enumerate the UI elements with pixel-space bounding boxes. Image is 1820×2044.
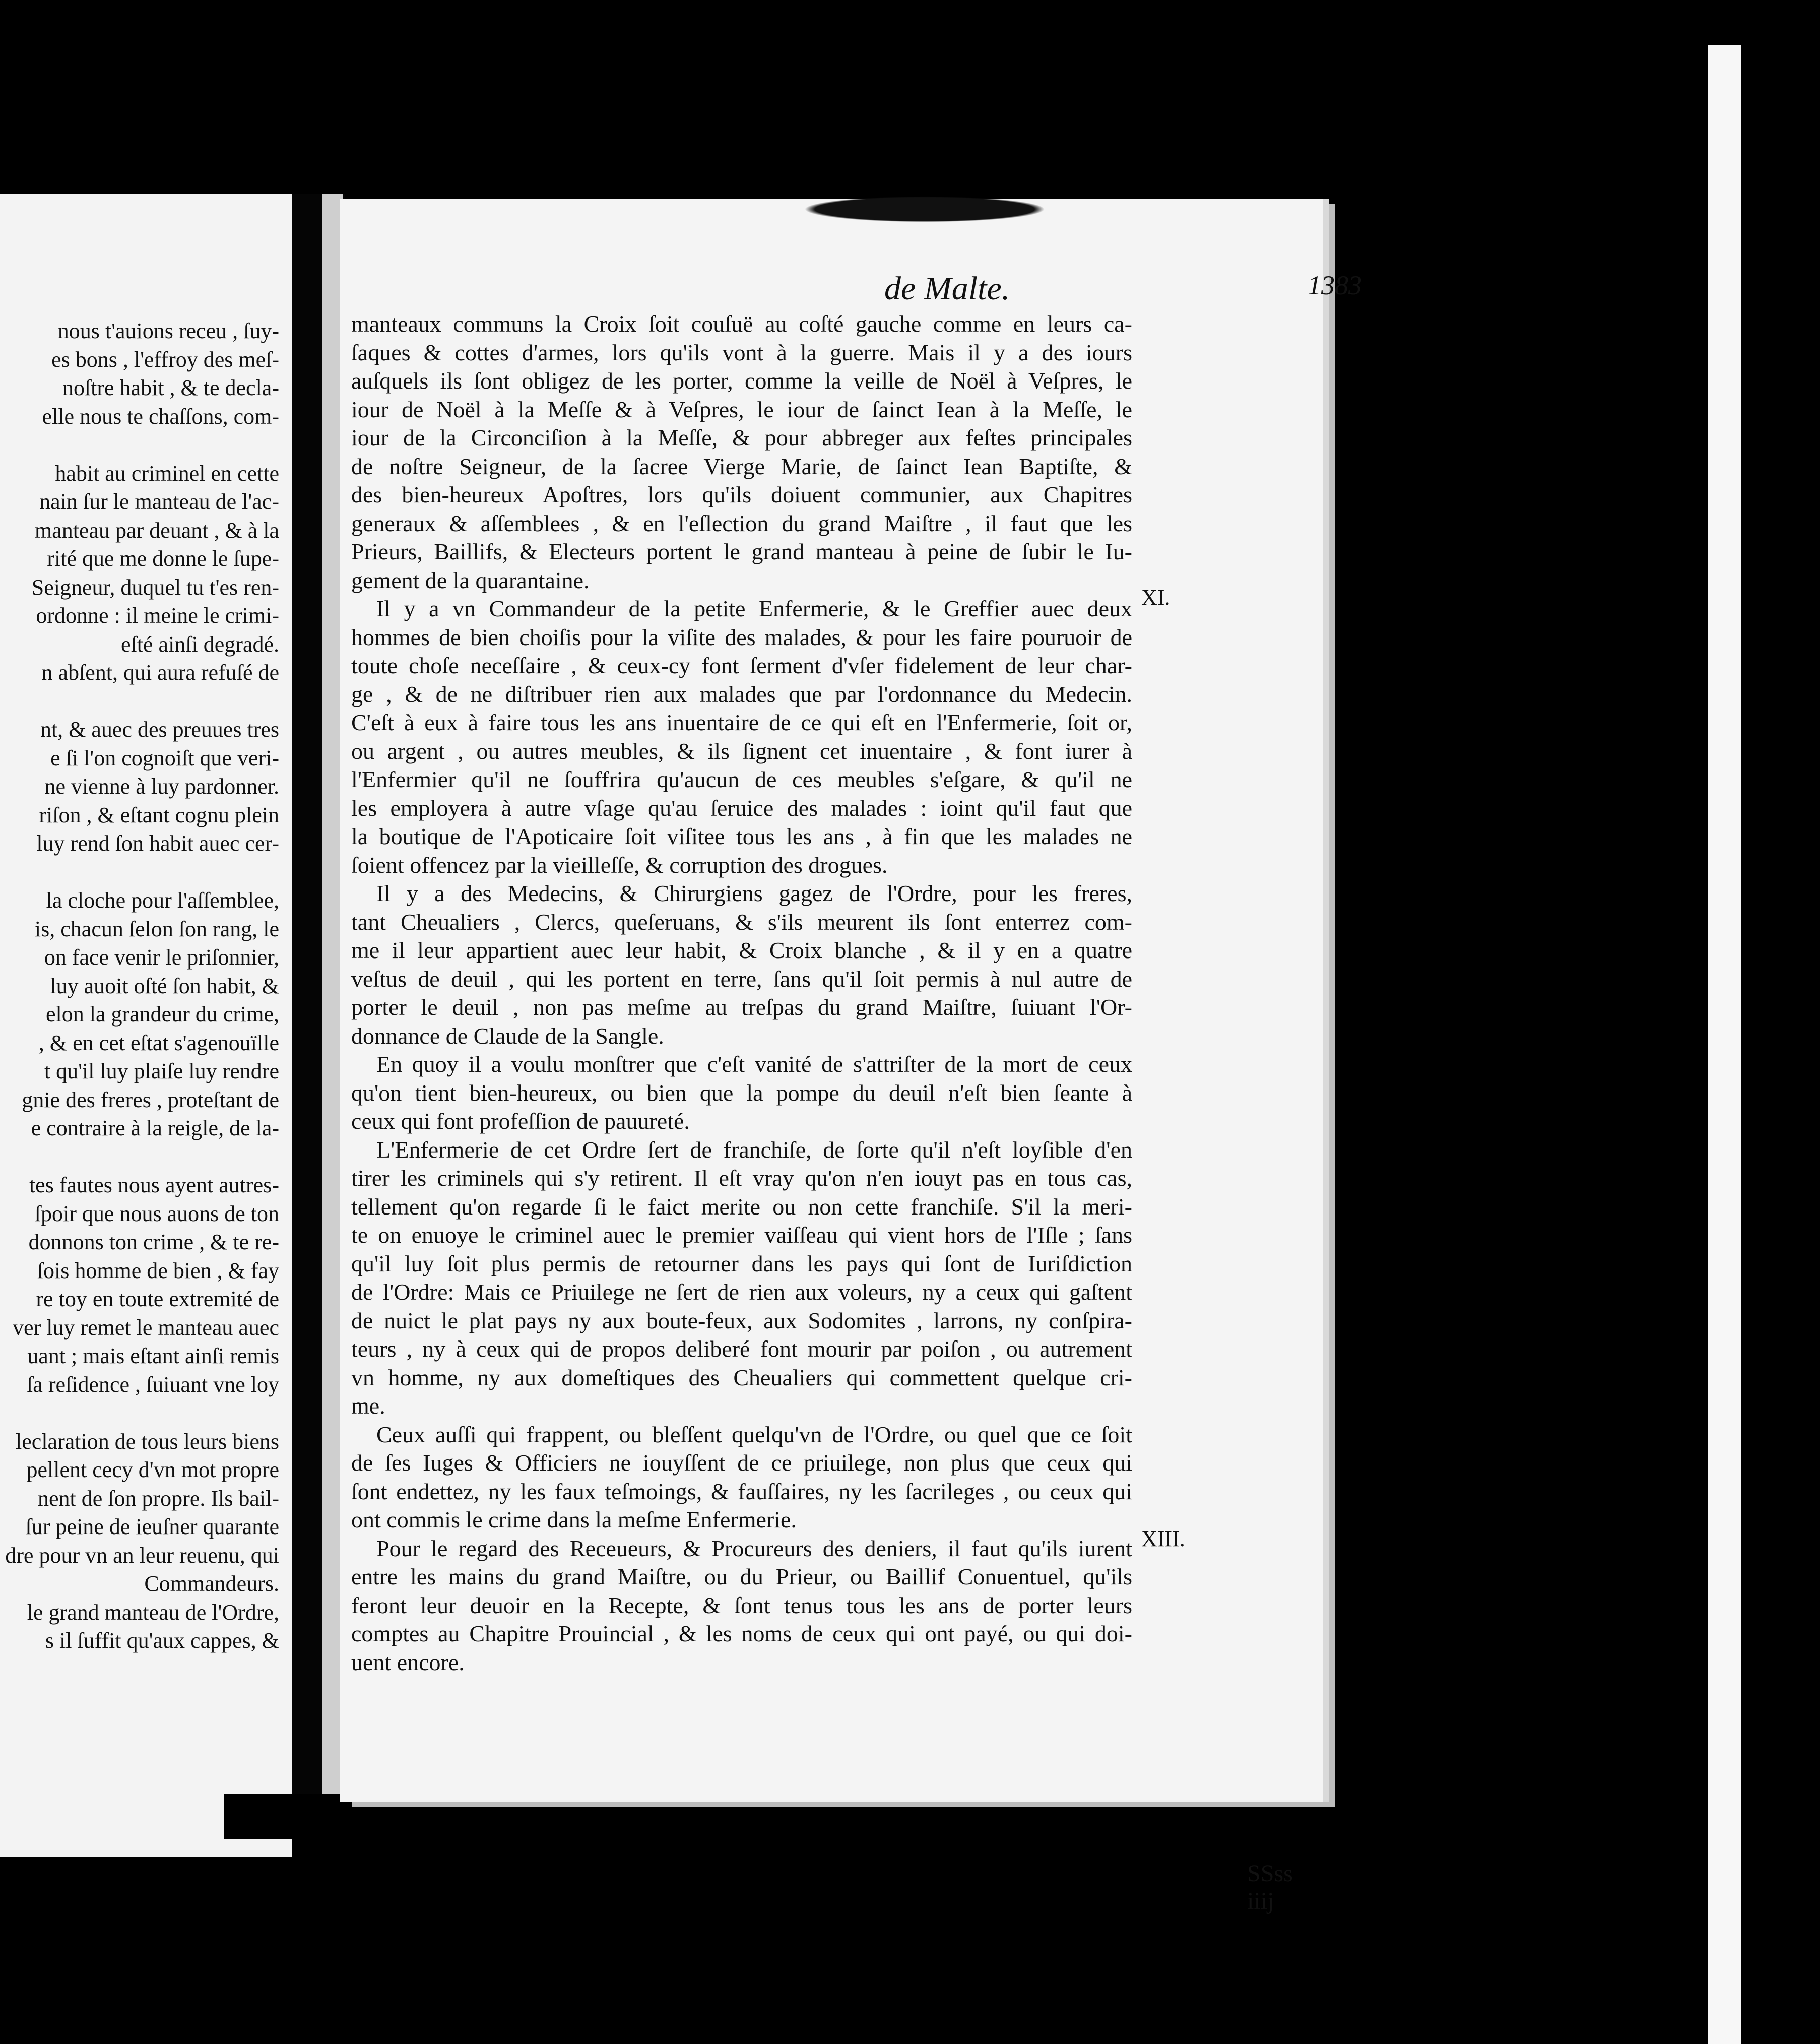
text-line: gement de la quarantaine. xyxy=(351,567,590,593)
paragraph xyxy=(351,1535,1132,1677)
text-line: L'Enfermerie de cet Ordre ſert de franchiſe, de ſorte qu'il n'eſt loyſible d'en xyxy=(376,1136,1132,1163)
left-page-line: es bons , l'effroy des meſ- xyxy=(51,347,279,372)
left-page-line: elle nous te chaſſons, com- xyxy=(42,404,279,429)
left-page-line: ſpoir que nous auons de ton xyxy=(34,1201,279,1226)
paragraph xyxy=(351,879,1132,1050)
left-page-line: noſtre habit , & te decla- xyxy=(62,375,279,400)
left-page-line: e ſi l'on cognoiſt que veri- xyxy=(50,745,279,771)
text-line: les employera à autre vſage qu'au ſeruice des malades : ioint qu'il faut que xyxy=(351,795,1132,821)
text-line: entre les mains du grand Maiſtre, ou du Prieur, ou Baillif Conuentuel, qu'ils xyxy=(351,1564,1132,1589)
left-page-line: is, chacun ſelon ſon rang, le xyxy=(34,916,279,941)
text-line: de nuict le plat pays ny aux boute-feux, aux Sodomites , larrons, ny conſpira- xyxy=(351,1307,1132,1333)
text-line: me. xyxy=(351,1393,385,1419)
right-page xyxy=(340,199,1362,1914)
right-border xyxy=(1741,45,1820,2044)
text-line: ceux qui font profeſſion de pauureté. xyxy=(351,1108,690,1134)
text-line: Il y a des Medecins, & Chirurgiens gagez de l'Ordre, pour les freres, xyxy=(376,880,1132,906)
text-line: la boutique de l'Apoticaire ſoit viſitee tous les ans , à fin que les malades ne xyxy=(351,823,1132,849)
left-page-line: nent de ſon propre. Ils bail- xyxy=(38,1486,279,1511)
left-page-line: leclaration de tous leurs biens xyxy=(16,1429,279,1454)
left-page-line: Seigneur, duquel tu t'es ren- xyxy=(31,574,279,600)
left-page-line: s il ſuffit qu'aux cappes, & xyxy=(45,1628,279,1653)
paragraph xyxy=(351,310,1132,595)
left-page-line: re toy en toute extremité de xyxy=(36,1287,279,1311)
left-page-line: eſté ainſi degradé. xyxy=(121,631,279,657)
text-line: ou argent , ou autres meubles, & ils ſignent cet inuentaire , & font iurer à xyxy=(351,738,1132,764)
left-page-line: ſois homme de bien , & fay xyxy=(37,1258,279,1283)
gutter-shadow xyxy=(322,194,343,1817)
text-line: tellement qu'on regarde ſi le faict merite ou non cette franchiſe. S'il la meri- xyxy=(351,1193,1132,1220)
text-line: auſquels ils ſont obligez de les porter, comme la veille de Noël à Veſpres, le xyxy=(351,368,1132,394)
text-line: ſont endettez, ny les faux teſmoings, & fauſſaires, ny les ſacrileges , ou ceux qui xyxy=(351,1478,1132,1504)
text-line: ſaques & cottes d'armes, lors qu'ils vont à la guerre. Mais il y a des iours xyxy=(351,339,1132,365)
body-text xyxy=(351,310,1132,1677)
header-ornament xyxy=(784,194,1066,224)
text-line: iour de Noël à la Meſſe & à Veſpres, le iour de ſainct Iean à la Meſſe, le xyxy=(351,396,1132,422)
text-line: me il leur appartient auec leur habit, & Croix blanche , & il y en a quatre xyxy=(351,937,1132,963)
text-line: porter le deuil , non pas meſme au treſpas du grand Maiſtre, ſuiuant l'Or- xyxy=(351,994,1132,1020)
left-page-line: tes fautes nous ayent autres- xyxy=(29,1173,279,1197)
text-line: feront leur deuoir en la Recepte, & ſont tenus tous les ans de porter leurs xyxy=(351,1592,1132,1618)
left-page-line: t qu'il luy plaiſe luy rendre xyxy=(44,1059,279,1083)
margin-note-xiii: XIII. xyxy=(1141,1526,1185,1551)
text-line: tant Cheualiers , Clercs, queſeruans, & s'ils meurent ils ſont enterrez com- xyxy=(351,909,1132,935)
text-line: Pour le regard des Receueurs, & Procureurs des deniers, il faut qu'ils iurent xyxy=(376,1535,1132,1561)
text-line: teurs , ny à ceux qui de propos deliberé font mourir par poiſon , ou autrement xyxy=(351,1336,1132,1362)
left-page-line: le grand manteau de l'Ordre, xyxy=(27,1600,279,1625)
left-page-line: , & en cet eſtat s'agenouïlle xyxy=(38,1030,279,1055)
text-line: iour de la Circonciſion à la Meſſe, & pour abbreger aux feſtes principales xyxy=(351,425,1132,451)
text-line: ont commis le crime dans la meſme Enfermerie. xyxy=(351,1507,797,1532)
left-page-line: e contraire à la reigle, de la- xyxy=(31,1116,279,1140)
text-line: generaux & aſſemblees , & en l'eſlection du grand Maiſtre , il faut que les xyxy=(351,510,1132,536)
left-page-line: ne vienne à luy pardonner. xyxy=(44,774,279,799)
left-page-line: riſon , & eſtant cognu plein xyxy=(39,802,279,827)
paragraph xyxy=(351,595,1132,879)
text-line: de ſes Iuges & Officiers ne iouyſſent de ce priuilege, non plus que ceux qui xyxy=(351,1450,1132,1476)
text-line: En quoy il a voulu monſtrer que c'eſt vanité de s'attriſter de la mort de ceux xyxy=(376,1051,1132,1077)
text-line: tirer les criminels qui s'y retirent. Il eſt vray qu'on n'en iouyt pas en tous cas, xyxy=(351,1165,1132,1191)
left-page-line: ſa reſidence , ſuiuant vne loy xyxy=(27,1372,279,1397)
page-number: 1383 xyxy=(1308,270,1362,300)
page-tab xyxy=(224,1794,350,1839)
paragraph xyxy=(351,1050,1132,1136)
right-sheet-edge xyxy=(1708,45,1743,2044)
text-line: donnance de Claude de la Sangle. xyxy=(351,1023,664,1049)
signature-mark: SSss iiij xyxy=(1247,1860,1293,1914)
left-page-line: elon la grandeur du crime, xyxy=(45,1002,279,1027)
left-page-line: n abſent, qui aura refuſé de xyxy=(41,660,279,685)
text-line: Prieurs, Baillifs, & Electeurs portent le grand manteau à peine de ſubir le Iu- xyxy=(351,539,1132,564)
left-page-line: luy rend ſon habit auec cer- xyxy=(36,831,279,856)
left-page-line: nt, & auec des preuues tres xyxy=(40,717,279,742)
running-head: de Malte. xyxy=(884,270,1010,307)
margin-note-xi: XI. xyxy=(1141,585,1171,610)
text-line: qu'il luy ſoit plus permis de retourner dans les pays qui ſont de Iuriſdiction xyxy=(351,1250,1132,1276)
text-line: l'Enfermier qu'il ne ſouffrira qu'aucun de ces meubles s'eſgare, & qu'il ne xyxy=(351,766,1132,792)
left-page-line: ver luy remet le manteau auec xyxy=(13,1315,279,1340)
paragraph xyxy=(351,1136,1132,1421)
left-page-line: Commandeurs. xyxy=(144,1571,279,1596)
text-line: de l'Ordre: Mais ce Priuilege ne ſert de rien aux voleurs, ny a ceux qui gaſtent xyxy=(351,1279,1132,1305)
left-page-line: luy auoit oſté ſon habit, & xyxy=(50,973,279,998)
left-page-line: gnie des freres , proteſtant de xyxy=(22,1087,279,1112)
text-line: manteaux communs la Croix ſoit couſuë au coſté gauche comme en leurs ca- xyxy=(351,311,1132,337)
text-line: comptes au Chapitre Prouincial , & les noms de ceux qui ont payé, ou qui doi- xyxy=(351,1621,1132,1646)
text-line: ge , & de ne diſtribuer rien aux malades que par l'ordonnance du Medecin. xyxy=(351,681,1132,707)
text-line: Ceux auſſi qui frappent, ou bleſſent quelqu'vn de l'Ordre, ou quel que ce ſoit xyxy=(376,1421,1132,1447)
left-page-line: dre pour vn an leur reuenu, qui xyxy=(5,1543,279,1568)
text-line: ſoient offencez par la vieilleſſe, & corruption des drogues. xyxy=(351,852,888,878)
left-page-line: manteau par deuant , & à la xyxy=(34,518,279,543)
text-line: te on enuoye le criminel auec le premier vaiſſeau qui vient hors de l'Iſle ; ſans xyxy=(351,1222,1132,1248)
text-line: des bien-heureux Apoſtres, lors qu'ils doiuent communier, aux Chapitres xyxy=(351,482,1132,507)
left-page-line: la cloche pour l'aſſemblee, xyxy=(46,888,279,913)
text-line: de noſtre Seigneur, de la ſacree Vierge Marie, de ſainct Iean Baptiſte, & xyxy=(351,453,1132,479)
left-page-line: habit au criminel en cette xyxy=(55,461,279,486)
left-page-line: rité que me donne le ſupe- xyxy=(47,546,279,571)
left-page-line: nain ſur le manteau de l'ac- xyxy=(39,489,279,514)
left-page-line: uant ; mais eſtant ainſi remis xyxy=(27,1344,279,1368)
left-page-line: nous t'auions receu , ſuy- xyxy=(57,318,279,343)
text-line: hommes de bien choiſis pour la viſite des malades, & pour les faire pouruoir de xyxy=(351,624,1132,650)
text-line: Il y a vn Commandeur de la petite Enfermerie, & le Greffier auec deux xyxy=(376,596,1132,621)
left-page xyxy=(0,194,292,1857)
text-line: vn homme, ny aux domeſtiques des Cheualiers qui commettent quelque cri- xyxy=(351,1364,1132,1390)
left-page-line: donnons ton crime , & te re- xyxy=(28,1230,279,1254)
text-line: toute choſe neceſſaire , & ceux-cy font ſerment d'vſer fidelement de leur char- xyxy=(351,653,1132,678)
paragraph xyxy=(351,1421,1132,1535)
left-page-line: on face venir le priſonnier, xyxy=(44,945,279,970)
left-page-line: ordonne : il meine le crimi- xyxy=(36,603,279,628)
left-page-line: ſur peine de ieuſner quarante xyxy=(25,1514,279,1539)
text-line: uent encore. xyxy=(351,1649,465,1675)
text-line: veſtus de deuil , qui les portent en terre, ſans qu'il ſoit permis à nul autre de xyxy=(351,966,1132,992)
text-line: C'eſt à eux à faire tous les ans inuentaire de ce qui eſt en l'Enfermerie, ſoit or, xyxy=(351,710,1132,735)
text-line: qu'on tient bien-heureux, ou bien que la pompe du deuil n'eſt bien ſeante à xyxy=(351,1079,1132,1106)
left-page-line: pellent cecy d'vn mot propre xyxy=(26,1457,279,1482)
